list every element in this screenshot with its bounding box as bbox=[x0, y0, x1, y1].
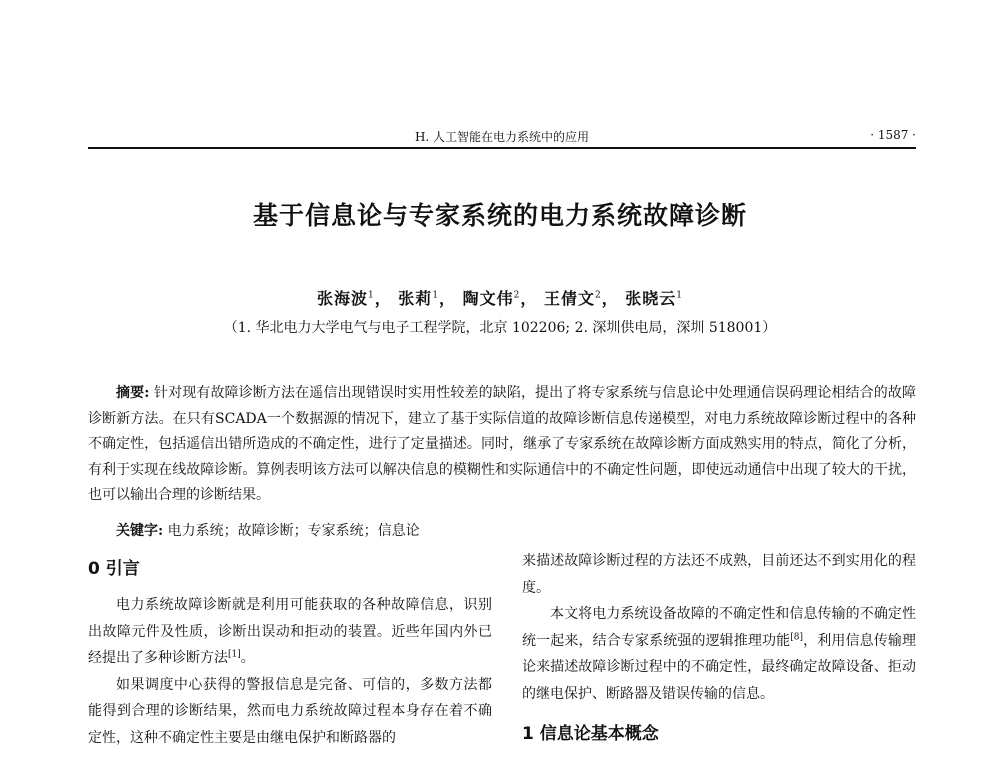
paragraph-text: ，利用信息传输理论来描述故障诊断过程中的不确定性，最终确定故障设备、拒动的继电保护、断路器及错误传输的信息。 bbox=[522, 632, 917, 702]
page-number: · 1587 · bbox=[870, 128, 916, 142]
author-name: 张海波 bbox=[316, 289, 368, 308]
paragraph-text: 电力系统故障诊断就是利用可能获取的各种故障信息，识别出故障元件及性质，诊断出误动和拒动的装置。近些年国内外已经提出了多种诊断方法 bbox=[88, 597, 492, 666]
abstract bbox=[88, 381, 916, 509]
paragraph-text: 本文将电力系统设备故障的不确定性和信息传输的不确定性统一起来，结合专家系统强的逻辑推理功能 bbox=[522, 606, 916, 649]
body-paragraph bbox=[88, 592, 492, 672]
left-column bbox=[88, 556, 492, 751]
author-affiliation-mark: 1 bbox=[676, 290, 684, 301]
section-heading-information-theory: 1 信息论基本概念 bbox=[522, 724, 659, 744]
affiliations: （1. 华北电力大学电气与电子工程学院，北京 102206; 2. 深圳供电局，深圳 518001） bbox=[223, 320, 777, 336]
keywords-text: 电力系统；故障诊断；专家系统；信息论 bbox=[167, 523, 420, 539]
body-paragraph: 来描述故障诊断过程的方法还不成熟，目前还达不到实用化的程度。 bbox=[522, 553, 916, 596]
running-header bbox=[88, 128, 916, 146]
author-affiliation-mark: 2 bbox=[513, 290, 521, 301]
citation-mark: [1] bbox=[228, 649, 241, 660]
running-header-title: H. 人工智能在电力系统中的应用 bbox=[414, 130, 590, 144]
author-name: 张莉 bbox=[398, 289, 433, 308]
author-affiliation-mark: 1 bbox=[432, 290, 440, 301]
abstract-text: 针对现有故障诊断方法在遥信出现错误时实用性较差的缺陷，提出了将专家系统与信息论中处理通信误码理论相结合的故障诊断新方法。在只有SCADA一个数据源的情况下，建立了基于实际信道的故障诊断信息传递模型，对电力系统故障诊断过程中的各种不确定性，包括遥信出错所造成的不确定性，进行了定量描述。同时，继承了专家系统在故障诊断方面成熟实用的特点，简化了分析，有利于实现在线故障诊断。算例表明该方法可以解决信息的模糊性和实际通信中的不确定性问题，即使远动通信中出现了较大的干扰，也可以输出合理的诊断结果。 bbox=[88, 385, 917, 503]
author-name: 王倩文 bbox=[543, 289, 595, 308]
author-name: 陶文伟 bbox=[462, 289, 514, 308]
body-paragraph: 如果调度中心获得的警报信息是完备、可信的，多数方法都能得到合理的诊断结果，然而电力系统故障过程本身存在着不确定性，这种不确定性主要是由继电保护和断路器的 bbox=[88, 676, 492, 746]
keywords bbox=[116, 519, 916, 543]
header-rule bbox=[88, 147, 916, 149]
author-affiliation-mark: 1 bbox=[367, 290, 375, 301]
keywords-label: 关键字: bbox=[116, 523, 164, 539]
citation-mark: [8] bbox=[790, 631, 804, 642]
paragraph-text: 。 bbox=[240, 650, 255, 666]
body-paragraph bbox=[522, 601, 916, 707]
author-affiliation-mark: 2 bbox=[594, 290, 602, 301]
section-heading-introduction: 0 引言 bbox=[88, 559, 140, 579]
right-column bbox=[522, 548, 916, 757]
abstract-label: 摘要: bbox=[116, 385, 150, 401]
author-list: 张海波$^1$， 张莉$^1$， 陶文伟$^2$， 王倩文$^2$， 张晓云$^1$ bbox=[316, 289, 684, 308]
author-name: 张晓云 bbox=[625, 289, 677, 308]
paper-title: 基于信息论与专家系统的电力系统故障诊断 bbox=[252, 201, 747, 230]
